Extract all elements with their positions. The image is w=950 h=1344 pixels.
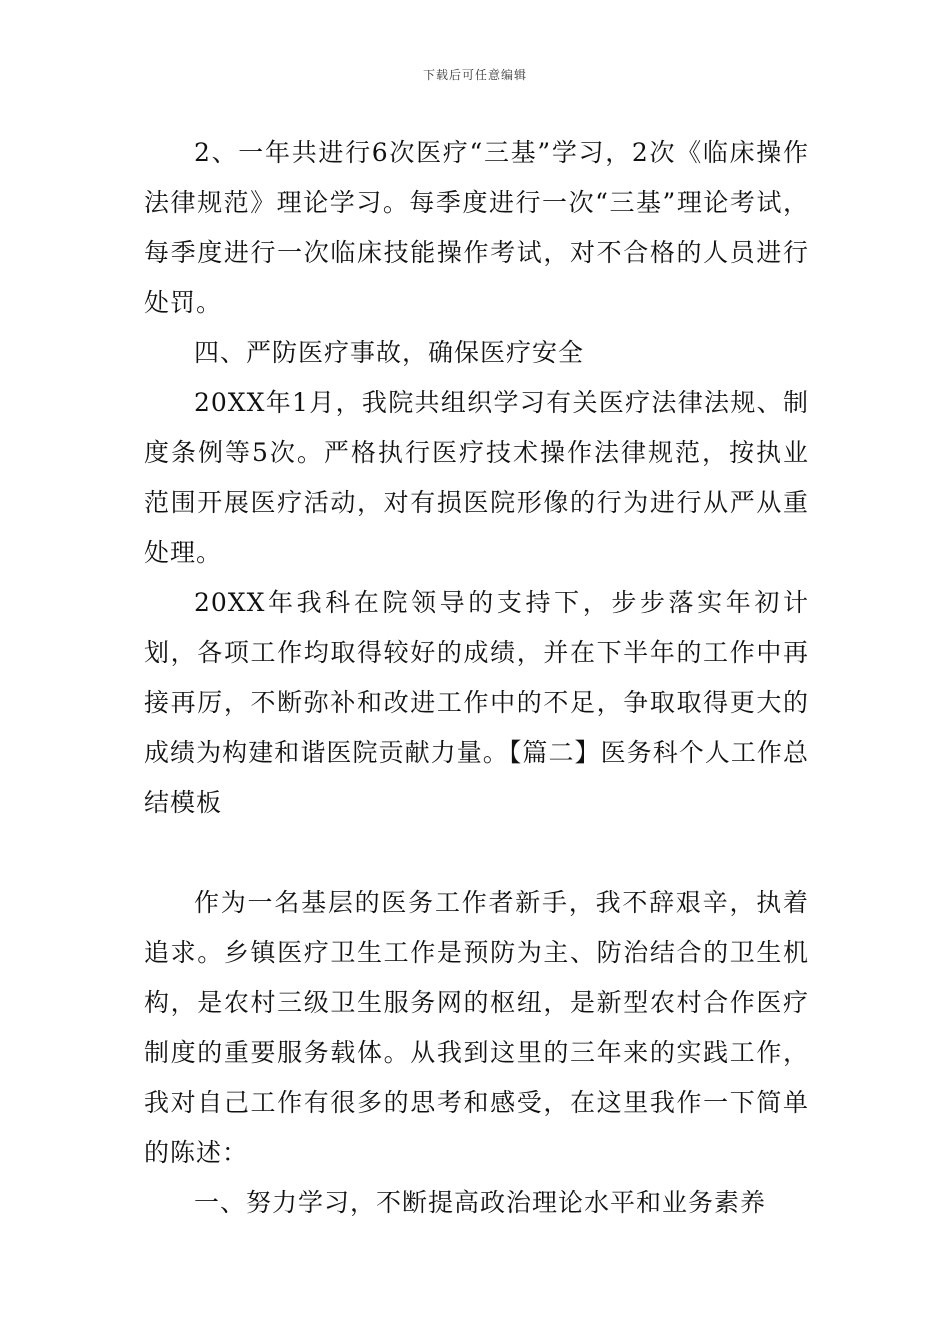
paragraph-introduction: 作为一名基层的医务工作者新手，我不辞艰辛，执着追求。乡镇医疗卫生工作是预防为主、防治结合的卫生机构，是农村三级卫生服务网的枢纽，是新型农村合作医疗制度的重要服务载体。从我到这里的三年来的实践工作，我对自己工作有很多的思考和感受，在这里我作一下简单的陈述： [144,888,809,1167]
paragraph-training: 2、一年共进行6次医疗“三基”学习，2次《临床操作法律规范》理论学习。每季度进行一次“三基”理论考试，每季度进行一次临床技能操作考试，对不合格的人员进行处罚。 [144,138,809,317]
page-header: 下载后可任意编辑 [422,68,527,82]
section-heading-safety: 四、严防医疗事故，确保医疗安全 [194,338,585,367]
paragraph-regulations: 20XX年1月，我院共组织学习有关医疗法律法规、制度条例等5次。严格执行医疗技术操作法律规范，按执业范围开展医疗活动，对有损医院形像的行为进行从严从重处理。 [144,388,809,567]
blank-line [144,828,809,878]
document-body [144,128,809,1228]
section-heading-study: 一、努力学习，不断提高政治理论水平和业务素养 [194,1188,767,1217]
paragraph-summary: 20XX年我科在院领导的支持下，步步落实年初计划，各项工作均取得较好的成绩，并在下半年的工作中再接再厉，不断弥补和改进工作中的不足，争取取得更大的成绩为构建和谐医院贡献力量。【篇二】医务科个人工作总结模板 [144,588,809,817]
